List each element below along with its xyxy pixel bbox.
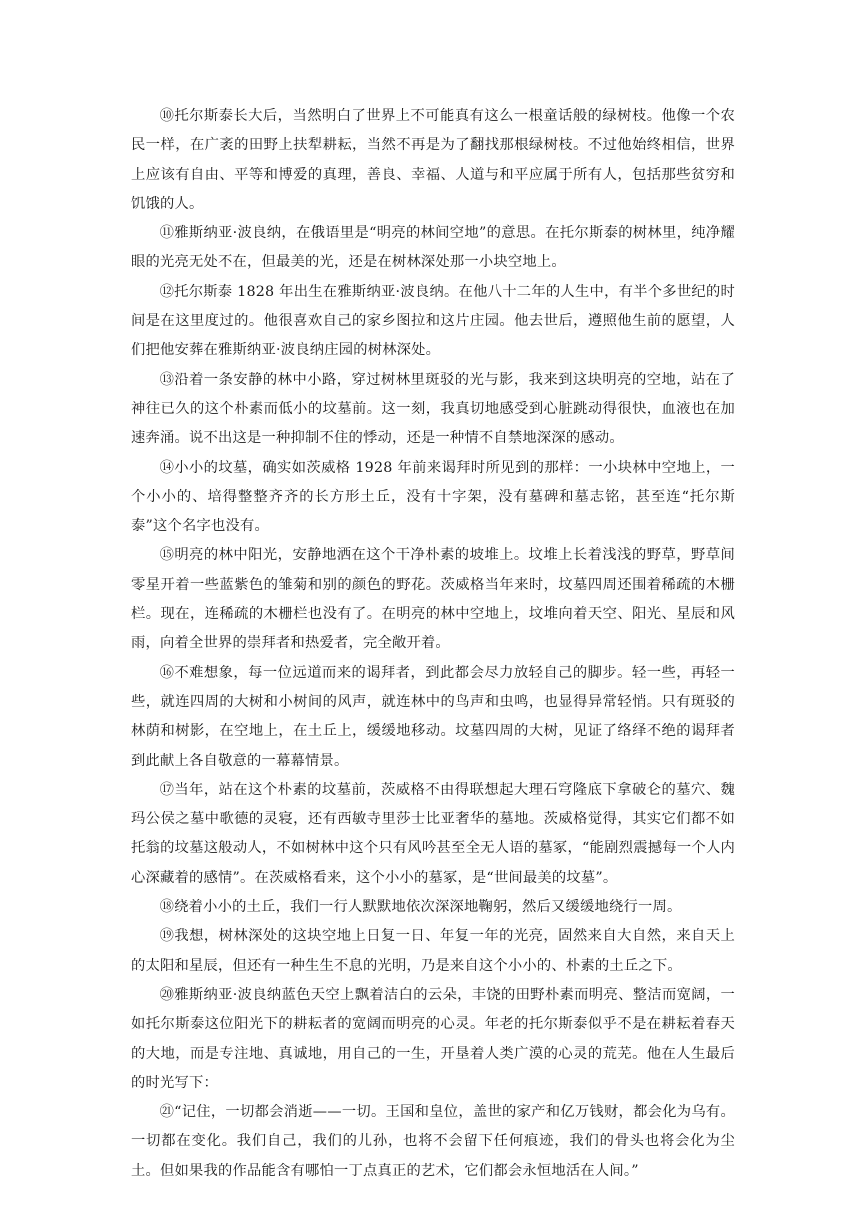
paragraph-21: ㉑“记住，一切都会消逝——一切。王国和皇位，盖世的家产和亿万钱财，都会化为乌有。一切都在变化。我们自己，我们的儿孙，也将不会留下任何痕迹，我们的骨头也将会化为尘土。但如果我的作品能含有哪怕一丁点真正的艺术，它们都会永恒地活在人间。” — [131, 1104, 735, 1179]
paragraph-14: ⑭小小的坟墓，确实如茨威格 1928 年前来谒拜时所见到的那样：一小块林中空地上，一个小小的、培得整整齐齐的长方形土丘，没有十字架，没有墓碑和墓志铭，甚至连“托尔斯泰”这个名字也没有。 — [131, 459, 735, 535]
paragraph-19: ⑲我想，树林深处的这块空地上日复一日、年复一年的光亮，固然来自大自然，来自天上的太阳和星辰，但还有一种生生不息的光明，乃是来自这个小小的、朴素的土丘之下。 — [131, 928, 735, 974]
paragraph-15: ⑮明亮的林中阳光，安静地洒在这个干净朴素的坡堆上。坟堆上长着浅浅的野草，野草间零星开着一些蓝紫色的雏菊和别的颜色的野花。茨威格当年来时，坟墓四周还围着稀疏的木栅栏。现在，连稀疏的木栅栏也没有了。在明亮的林中空地上，坟堆向着天空、阳光、星辰和风雨，向着全世界的崇拜者和热爱者，完全敞开着。 — [131, 547, 735, 652]
paragraph-11: ⑪雅斯纳亚·波良纳，在俄语里是“明亮的林间空地”的意思。在托尔斯泰的树林里，纯净耀眼的光亮无处不在，但最美的光，还是在树林深处那一小块空地上。 — [131, 225, 735, 271]
paragraph-12: ⑫托尔斯泰 1828 年出生在雅斯纳亚·波良纳。在他八十二年的人生中，有半个多世纪的时间是在这里度过的。他很喜欢自己的家乡图拉和这片庄园。他去世后，遵照他生前的愿望，人们把他安葬在雅斯纳亚·波良纳庄园的树林深处。 — [131, 283, 735, 359]
paragraph-10: ⑩托尔斯泰长大后，当然明白了世界上不可能真有这么一根童话般的绿树枝。他像一个农民一样，在广袤的田野上扶犁耕耘，当然不再是为了翻找那根绿树枝。不过他始终相信，世界上应该有自由、平等和博爱的真理，善良、幸福、人道与和平应属于所有人，包括那些贫穷和饥饿的人。 — [131, 108, 735, 212]
article-body — [131, 102, 735, 1186]
paragraph-18: ⑱绕着小小的土丘，我们一行人默默地依次深深地鞠躬，然后又缓缓地绕行一周。 — [159, 899, 682, 916]
paragraph-13: ⑬沿着一条安静的林中小路，穿过树林里斑驳的光与影，我来到这块明亮的空地，站在了神往已久的这个朴素而低小的坟墓前。这一刻，我真切地感受到心脏跳动得很快，血液也在加速奔涌。说不出这是一种抑制不住的悸动，还是一种情不自禁地深深的感动。 — [131, 371, 735, 447]
paragraph-17: ⑰当年，站在这个朴素的坟墓前，茨威格不由得联想起大理石穹隆底下拿破仑的墓穴、魏玛公侯之墓中歌德的灵寝，还有西敏寺里莎士比亚奢华的墓地。茨威格觉得，其实它们都不如托翁的坟墓这般动人，不如树林中这个只有风吟甚至全无人语的墓冢，“能剧烈震撼每一个人内心深藏着的感情”。在茨威格看来，这个小小的墓冢，是“世间最美的坟墓”。 — [131, 781, 735, 886]
paragraph-16: ⑯不难想象，每一位远道而来的谒拜者，到此都会尽力放轻自己的脚步。轻一些，再轻一些，就连四周的大树和小树间的风声，就连林中的鸟声和虫鸣，也显得异常轻悄。只有斑驳的林荫和树影，在空地上，在土丘上，缓缓地移动。坟墓四周的大树，见证了络绎不绝的谒拜者到此献上各自敬意的一幕幕情景。 — [131, 664, 735, 769]
paragraph-20: ⑳雅斯纳亚·波良纳蓝色天空上飘着洁白的云朵，丰饶的田野朴素而明亮、整洁而宽阔，一如托尔斯泰这位阳光下的耕耘者的宽阔而明亮的心灵。年老的托尔斯泰似乎不是在耕耘着春天的大地，而是专注地、真诚地，用自己的一生，开垦着人类广漠的心灵的荒芜。他在人生最后的时光写下： — [131, 986, 735, 1091]
